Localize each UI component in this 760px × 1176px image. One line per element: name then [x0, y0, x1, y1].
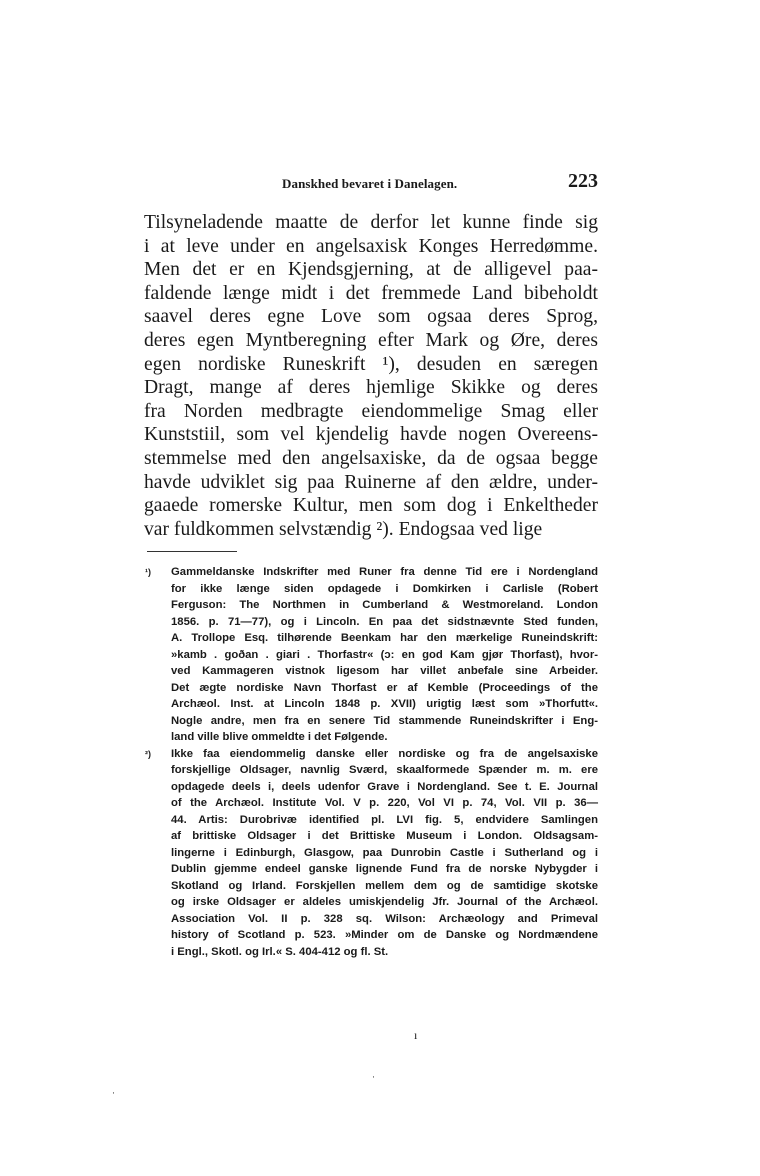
footnote-line: i Engl., Skotl. og Irl.« S. 404-412 og fl. St. [171, 945, 389, 958]
footnote-line: for ikke længe siden opdagede i Domkirken i Carlisle (Robert [171, 582, 598, 595]
text-line: Men det er en Kjendsgjerning, at de alligevel paa- [144, 259, 598, 281]
page-header [144, 172, 598, 196]
ink-speck: ı [414, 1028, 418, 1042]
footnote-line: Association Vol. II p. 328 sq. Wilson: Archæology and Primeval [171, 912, 598, 925]
footnote-line: A. Trollope Esq. tilhørende Beenkam har den mærkelige Runeindskrift: [171, 632, 598, 644]
footnote-line: og irske Oldsager er aldeles umiskjendelig Jfr. Journal of the Archæol. [171, 896, 598, 908]
footnote-line: of the Archæol. Institute Vol. V p. 220, Vol VI p. 74, Vol. VII p. 36— [171, 797, 598, 809]
text-line: havde udviklet sig paa Ruinerne af den ældre, under- [144, 471, 598, 493]
footnote-line: ved Kammageren vistnok ligesom har villet anbefale sine Arbeider. [171, 665, 598, 677]
text-line: saavel deres egne Love som ogsaa deres Sprog, [144, 306, 598, 328]
footnote-line: 1856. p. 71—77), og i Lincoln. En paa det sidstnævnte Sted funden, [171, 615, 598, 628]
text-line: stemmelse med den angelsaxiske, da de ogsaa begge [144, 447, 598, 469]
text-line: deres egen Myntberegning efter Mark og Øre, deres [144, 329, 598, 351]
text-line: i at leve under en angelsaxisk Konges Herredømme. [144, 235, 598, 257]
footnote-1 [145, 564, 598, 746]
ink-speck: · [372, 1072, 375, 1082]
footnotes [145, 564, 598, 960]
footnote-line: 44. Artis: Durobrivæ identified pl. LVI fig. 5, endvidere Samlingen [171, 813, 598, 826]
text-line: gaaede romerske Kultur, men som dog i Enkeltheder [144, 495, 598, 517]
footnote-line: Ferguson: The Northmen in Cumberland & Westmoreland. London [171, 599, 598, 611]
footnote-line: history of Scotland p. 523. »Minder om de Danske og Nordmændene [171, 929, 598, 941]
text-line: fra Norden medbragte eiendommelige Smag eller [144, 400, 598, 422]
footnote-line: »kamb . goðan . giari . Thorfastr« (ɔ: en god Kam gjør Thorfast), hvor- [171, 648, 598, 661]
footnote-line: Ikke faa eiendommelig danske eller nordiske og fra de angelsaxiske [171, 747, 598, 760]
footnote-line: forskjellige Oldsager, navnlig Sværd, skaalformede Spænder m. m. ere [171, 764, 598, 776]
ink-speck: · [112, 1088, 115, 1098]
footnote-line: lingerne i Edinburgh, Glasgow, paa Dunrobin Castle i Sutherland og i [171, 846, 598, 859]
footnote-2 [145, 746, 598, 961]
footnote-line: land ville blive ommeldte i det Følgende. [171, 731, 388, 743]
page-number: 223 [568, 170, 598, 192]
footnote-divider [147, 551, 237, 552]
footnote-line: Archæol. Inst. at Lincoln 1848 p. XVII) urigtig læst som »Thorfutt«. [171, 698, 598, 710]
main-text [144, 211, 598, 541]
footnote-line: af brittiske Oldsager i det Brittiske Museum i London. Oldsagsam- [171, 830, 598, 842]
text-line: Kunststiil, som vel kjendelig havde nogen Overeens- [144, 424, 598, 446]
footnote-marker: ²) [145, 748, 151, 759]
footnote-line: Det ægte nordiske Navn Thorfast er af Kemble (Proceedings of the [171, 681, 598, 694]
footnote-line: Skotland og Irland. Forskjellen mellem dem og de samtidige skotske [171, 879, 598, 892]
text-line: Tilsyneladende maatte de derfor let kunne finde sig [144, 212, 598, 233]
running-title: Danskhed bevaret i Danelagen. [282, 176, 458, 191]
footnote-line: opdagede deels i, deels udenfor Grave i Nordengland. See t. E. Journal [171, 780, 598, 793]
footnote-line: Nogle andre, men fra en senere Tid stammende Runeindskrifter i Eng- [171, 714, 598, 727]
text-line: faldende længe midt i det fremmede Land bibeholdt [144, 282, 598, 304]
footnote-line: Gammeldanske Indskrifter med Runer fra denne Tid ere i Nordengland [171, 566, 598, 578]
footnote-marker: ¹) [145, 567, 151, 577]
text-line: Dragt, mange af deres hjemlige Skikke og deres [144, 377, 598, 399]
text-line: var fuldkommen selvstændig ²). Endogsaa ved lige [144, 518, 543, 540]
text-line: egen nordiske Runeskrift ¹), desuden en særegen [144, 353, 598, 375]
footnote-line: Dublin gjemme endeel ganske lignende Fund fra de norske Nybygder i [171, 863, 598, 875]
